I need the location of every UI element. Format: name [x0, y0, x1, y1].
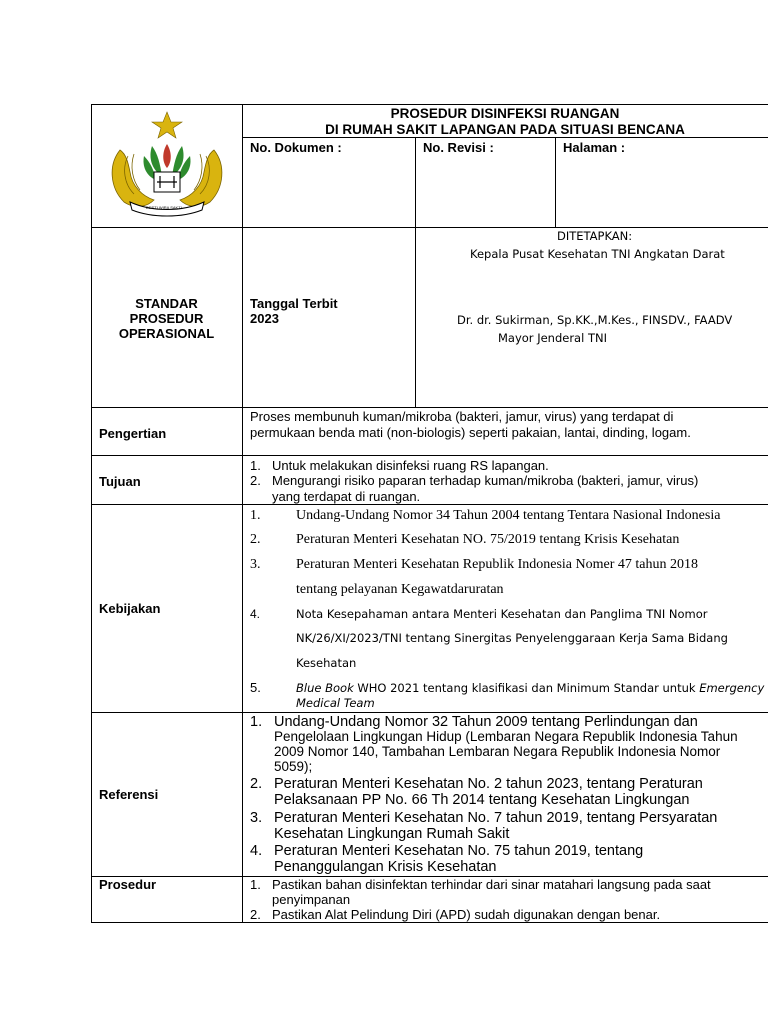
list-item-number: 2.: [250, 532, 261, 547]
kebijakan-label: Kebijakan: [99, 601, 161, 616]
list-item: Undang-Undang Nomor 32 Tahun 2009 tentang Perlindungan dan: [274, 714, 698, 730]
plain-text: WHO 2021 tentang klasifikasi dan Minimum Standar untuk: [353, 681, 700, 695]
list-item: Peraturan Menteri Kesehatan No. 75 tahun 2019, tentang: [274, 843, 644, 859]
pejabat-pangkat: Mayor Jenderal TNI: [498, 331, 607, 345]
list-item: Pastikan Alat Pelindung Diri (APD) sudah digunakan dengan benar.: [272, 907, 661, 922]
list-item-number: 4.: [250, 843, 263, 859]
spo-label-line1: STANDAR: [135, 296, 198, 311]
list-item-continuation: Pelaksanaan PP No. 66 Th 2014 tentang Kesehatan Lingkungan: [274, 792, 690, 808]
list-item-continuation: 2009 Nomor 140, Tambahan Lembaran Negara Republik Indonesia Nomor: [274, 744, 721, 759]
spo-label-line2: PROSEDUR: [129, 311, 204, 326]
list-item-number: 3.: [250, 557, 261, 572]
list-item: Pastikan bahan disinfektan terhindar dari sinar matahari langsung pada saat: [272, 877, 711, 892]
list-item: [296, 681, 764, 696]
list-item: Peraturan Menteri Kesehatan Republik Indonesia Nomer 47 tahun 2018: [296, 557, 699, 572]
referensi-label: Referensi: [99, 787, 159, 802]
no-revisi-label: No. Revisi :: [423, 140, 494, 155]
list-item: Peraturan Menteri Kesehatan No. 7 tahun 2019, tentang Persyaratan: [274, 810, 718, 826]
italic-text: Blue Book: [296, 681, 354, 695]
document-title-line1: PROSEDUR DISINFEKSI RUANGAN: [390, 106, 620, 121]
list-item-continuation: [296, 696, 375, 711]
list-item-continuation: 5059);: [274, 759, 313, 774]
pengertian-label: Pengertian: [99, 426, 167, 441]
pengertian-line1: Proses membunuh kuman/mikroba (bakteri, jamur, virus) yang terdapat di: [250, 409, 674, 424]
list-item: Undang-Undang Nomor 34 Tahun 2004 tentang Tentara Nasional Indonesia: [296, 508, 721, 523]
list-item: Peraturan Menteri Kesehatan No. 2 tahun 2023, tentang Peraturan: [274, 776, 703, 792]
army-emblem-icon: [102, 110, 232, 220]
prosedur-label: Prosedur: [99, 877, 157, 892]
list-item-continuation: Kesehatan Lingkungan Rumah Sakit: [274, 826, 510, 842]
list-item-continuation: Penanggulangan Krisis Kesehatan: [274, 859, 497, 875]
ditetapkan-label: DITETAPKAN:: [557, 229, 633, 243]
list-item-continuation: Kesehatan: [296, 656, 357, 670]
list-item-continuation: Pengelolaan Lingkungan Hidup (Lembaran Negara Republik Indonesia Tahun: [274, 729, 738, 744]
list-item-number: 3.: [250, 810, 263, 826]
list-item-continuation: penyimpanan: [272, 892, 351, 907]
list-item: Nota Kesepahaman antara Menteri Kesehatan dan Panglima TNI Nomor: [296, 607, 708, 621]
spo-label-line3: OPERASIONAL: [118, 326, 215, 341]
no-dokumen-label: No. Dokumen :: [250, 140, 342, 155]
list-item-continuation: NK/26/XI/2023/TNI tentang Sinergitas Penyelenggaraan Kerja Sama Bidang: [296, 631, 728, 645]
list-item: Untuk melakukan disinfeksi ruang RS lapangan.: [272, 458, 549, 473]
tanggal-terbit-label: Tanggal Terbit: [250, 296, 338, 311]
halaman-label: Halaman :: [563, 140, 626, 155]
pejabat-nama: Dr. dr. Sukirman, Sp.KK.,M.Kes., FINSDV., FAADV: [457, 313, 733, 327]
list-item-number: 2.: [250, 473, 261, 488]
list-item-number: 1.: [250, 877, 261, 892]
army-logo: [102, 110, 232, 220]
document-title-line2: DI RUMAH SAKIT LAPANGAN PADA SITUASI BENCANA: [325, 122, 685, 137]
list-item-continuation: tentang pelayanan Kegawatdaruratan: [296, 582, 504, 597]
list-item: Peraturan Menteri Kesehatan NO. 75/2019 tentang Krisis Kesehatan: [296, 532, 680, 547]
list-item-number: 1.: [250, 714, 263, 730]
list-item: Mengurangi risiko paparan terhadap kuman/mikroba (bakteri, jamur, virus): [272, 473, 699, 488]
list-item-number: 2.: [250, 907, 261, 922]
pengertian-line2: permukaan benda mati (non-biologis) seperti pakaian, lantai, dinding, logam.: [250, 425, 691, 440]
list-item-number: 4.: [250, 607, 261, 621]
list-item-number: 5.: [250, 680, 261, 695]
list-item-number: 1.: [250, 508, 261, 523]
tanggal-terbit-value: 2023: [250, 311, 279, 326]
logo-motto: DESTI WIRA SAKTI: [146, 205, 182, 210]
list-item-number: 2.: [250, 776, 263, 792]
list-item-continuation: yang terdapat di ruangan.: [272, 489, 421, 504]
list-item-number: 1.: [250, 458, 261, 473]
tujuan-label: Tujuan: [99, 474, 141, 489]
italic-text: Emergency: [699, 681, 765, 695]
jabatan-text: Kepala Pusat Kesehatan TNI Angkatan Darat: [470, 247, 725, 261]
italic-text: Medical Team: [296, 696, 375, 710]
